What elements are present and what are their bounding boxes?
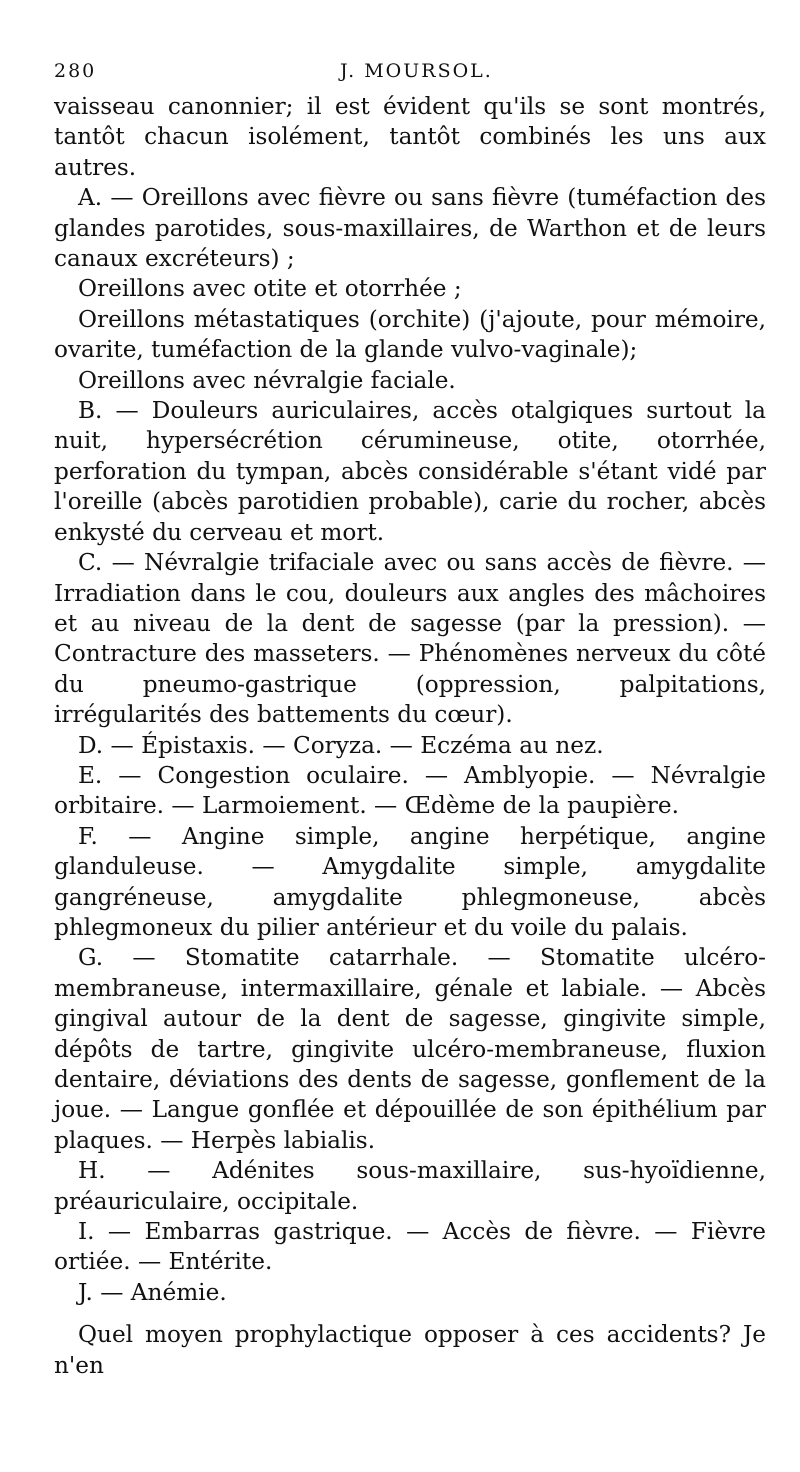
paragraph-i-embarras: I. — Embarras gastrique. — Accès de fièvre. — Fièvre ortiée. — Entérite.	[54, 1218, 766, 1276]
paragraph-g-stomatite: G. — Stomatite catarrhale. — Stomatite ulcéro-membraneuse, intermaxillaire, génale et labiale. — Abcès gingival autour de la dent de sagesse, gingivite simple, dépôts de tartre, gingivite ulcéro-membraneuse, fluxion dentaire, déviations des dents de sagesse, gonflement de la joue. — Langue gonflée et dépouillée de son épithélium par plaques. — Herpès labialis.	[54, 944, 766, 1154]
paragraph-e-congestion: E. — Congestion oculaire. — Amblyopie. — Névralgie orbitaire. — Larmoiement. — Œdème de la paupière.	[54, 761, 766, 820]
page-number: 280	[54, 60, 97, 82]
paragraph-b-douleurs: B. — Douleurs auriculaires, accès otalgiques surtout la nuit, hypersécrétion cérumineuse, otite, otorrhée, perforation du tympan, abcès considérable s'étant vidé par l'oreille (abcès parotidien probable), carie du rocher, abcès enkysté du cerveau et mort.	[54, 397, 766, 546]
running-header	[0, 58, 800, 88]
paragraph-oreillons-otite: Oreillons avec otite et otorrhée ;	[78, 275, 462, 303]
body-text	[54, 92, 766, 1381]
paragraph-f-angine: F. — Angine simple, angine herpétique, angine glanduleuse. — Amygdalite simple, amygdalite gangréneuse, amygdalite phlegmoneuse, abcès phlegmoneux du pilier antérieur et du voile du palais.	[54, 822, 766, 941]
paragraph-c-nevralgie: C. — Névralgie trifaciale avec ou sans accès de fièvre. — Irradiation dans le cou, douleurs aux angles des mâchoires et au niveau de la dent de sagesse (par la pression). — Contracture des masseters. — Phénomènes nerveux du côté du pneumo-gastrique (oppression, palpitations, irrégularités des battements du cœur).	[54, 549, 766, 729]
paragraph-d-epistaxis: D. — Épistaxis. — Coryza. — Eczéma au nez.	[78, 731, 604, 759]
paragraph-h-adenites: H. — Adénites sous-maxillaire, sus-hyoïdienne, préauriculaire, occipitale.	[54, 1157, 766, 1215]
running-head-author: J. MOURSOL.	[340, 60, 493, 82]
paragraph-j-anemie: J. — Anémie.	[78, 1278, 227, 1306]
paragraph-oreillons-nevralgie: Oreillons avec névralgie faciale.	[78, 366, 456, 394]
paragraph-a-oreillons: A. — Oreillons avec fièvre ou sans fièvre (tuméfaction des glandes parotides, sous-maxillaires, de Warthon et de leurs canaux excréteurs) ;	[54, 184, 766, 273]
paragraph-continuation: vaisseau canonnier; il est évident qu'ils se sont montrés, tantôt chacun isolément, tantôt combinés les uns aux autres.	[54, 93, 766, 181]
paragraph-prophylaxie: Quel moyen prophylactique opposer à ces accidents? Je n'en	[54, 1321, 766, 1379]
paragraph-oreillons-metastatiques: Oreillons métastatiques (orchite) (j'ajoute, pour mémoire, ovarite, tuméfaction de la glande vulvo-vaginale);	[54, 305, 766, 364]
